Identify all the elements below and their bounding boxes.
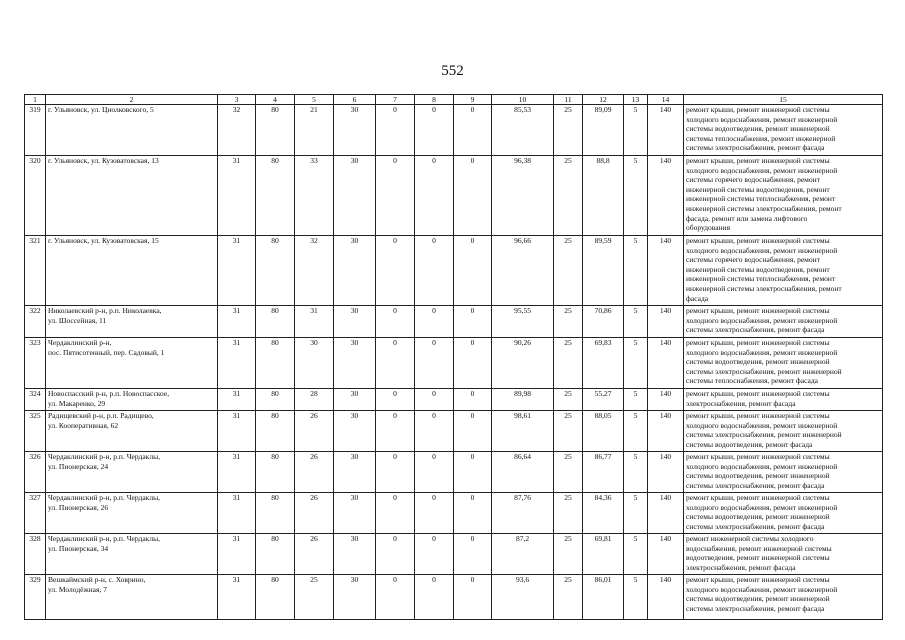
value-cell: 140 <box>648 575 684 620</box>
value-cell: 80 <box>256 338 295 389</box>
value-cell: 25 <box>554 493 583 534</box>
address-cell: Чердаклинский р-н, р.п. Чердаклы, ул. Пионерская, 34 <box>46 534 218 575</box>
value-cell: 25 <box>554 389 583 411</box>
address-cell: г. Ульяновск, ул. Кузоватовская, 15 <box>46 236 218 306</box>
value-cell: 0 <box>454 236 492 306</box>
value-cell: 140 <box>648 236 684 306</box>
value-cell: 0 <box>454 452 492 493</box>
works-cell: ремонт крыши, ремонт инженерной системы холодного водоснабжения, ремонт инженерной системы водоотведения, ремонт инженерной системы электроснабжения, ремонт фасада <box>684 575 883 620</box>
value-cell: 0 <box>376 338 415 389</box>
value-cell: 25 <box>554 338 583 389</box>
value-cell: 30 <box>334 493 376 534</box>
row-number: 321 <box>25 236 46 306</box>
address-cell: Чердаклинский р-н, р.п. Чердаклы, ул. Пионерская, 24 <box>46 452 218 493</box>
value-cell: 93,6 <box>492 575 554 620</box>
table-row <box>25 575 883 620</box>
value-cell: 25 <box>554 236 583 306</box>
value-cell: 140 <box>648 389 684 411</box>
value-cell: 30 <box>334 411 376 452</box>
value-cell: 25 <box>554 534 583 575</box>
value-cell: 0 <box>415 411 454 452</box>
works-cell: ремонт крыши, ремонт инженерной системы холодного водоснабжения, ремонт инженерной системы горячего водоснабжения, ремонт инженерной системы водоотведения, ремонт инженерной системы теплоснабжения, ремонт инженерной системы электроснабжения, ремонт фасада <box>684 236 883 306</box>
value-cell: 0 <box>376 105 415 156</box>
value-cell: 5 <box>624 389 648 411</box>
value-cell: 96,38 <box>492 156 554 236</box>
value-cell: 80 <box>256 306 295 338</box>
value-cell: 30 <box>334 575 376 620</box>
value-cell: 5 <box>624 452 648 493</box>
value-cell: 5 <box>624 338 648 389</box>
value-cell: 32 <box>295 236 334 306</box>
col-header: 7 <box>376 95 415 105</box>
address-cell: Вешкаймский р-н, с. Ховрино, ул. Молодёжная, 7 <box>46 575 218 620</box>
value-cell: 140 <box>648 338 684 389</box>
value-cell: 31 <box>218 236 256 306</box>
value-cell: 86,01 <box>583 575 624 620</box>
value-cell: 0 <box>454 338 492 389</box>
value-cell: 25 <box>554 411 583 452</box>
value-cell: 30 <box>334 105 376 156</box>
value-cell: 31 <box>218 156 256 236</box>
capital-repair-table <box>24 94 883 620</box>
value-cell: 86,64 <box>492 452 554 493</box>
col-header: 3 <box>218 95 256 105</box>
table-row <box>25 236 883 306</box>
value-cell: 28 <box>295 389 334 411</box>
value-cell: 0 <box>415 389 454 411</box>
value-cell: 25 <box>554 156 583 236</box>
value-cell: 0 <box>376 306 415 338</box>
table-row <box>25 493 883 534</box>
value-cell: 0 <box>376 411 415 452</box>
value-cell: 26 <box>295 534 334 575</box>
value-cell: 25 <box>554 452 583 493</box>
value-cell: 30 <box>334 156 376 236</box>
value-cell: 0 <box>454 575 492 620</box>
address-cell: Чердаклинский р-н, р.п. Чердаклы, ул. Пионерская, 26 <box>46 493 218 534</box>
page-number: 552 <box>441 63 464 79</box>
row-number: 324 <box>25 389 46 411</box>
value-cell: 0 <box>454 493 492 534</box>
value-cell: 88,8 <box>583 156 624 236</box>
address-cell: Николаевский р-н, р.п. Николаевка, ул. Шоссейная, 11 <box>46 306 218 338</box>
row-number: 327 <box>25 493 46 534</box>
value-cell: 30 <box>334 306 376 338</box>
value-cell: 31 <box>218 493 256 534</box>
works-cell: ремонт крыши, ремонт инженерной системы электроснабжения, ремонт фасада <box>684 389 883 411</box>
value-cell: 25 <box>295 575 334 620</box>
col-header: 1 <box>25 95 46 105</box>
value-cell: 31 <box>218 338 256 389</box>
address-cell: Новоспасский р-н, р.п. Новоспасское, ул. Макаренко, 29 <box>46 389 218 411</box>
table-row <box>25 156 883 236</box>
row-number: 323 <box>25 338 46 389</box>
value-cell: 31 <box>218 575 256 620</box>
value-cell: 31 <box>295 306 334 338</box>
value-cell: 80 <box>256 493 295 534</box>
value-cell: 30 <box>334 236 376 306</box>
value-cell: 25 <box>554 575 583 620</box>
works-cell: ремонт крыши, ремонт инженерной системы холодного водоснабжения, ремонт инженерной системы горячего водоснабжения, ремонт инженерной системы водоотведения, ремонт инженерной системы теплоснабжения, ремонт инженерной системы электроснабжения, ремонт фасада, ремонт или замена лифтового оборудования <box>684 156 883 236</box>
value-cell: 89,09 <box>583 105 624 156</box>
value-cell: 89,59 <box>583 236 624 306</box>
value-cell: 0 <box>454 389 492 411</box>
col-header: 13 <box>624 95 648 105</box>
value-cell: 0 <box>415 575 454 620</box>
table-row <box>25 389 883 411</box>
value-cell: 30 <box>334 338 376 389</box>
value-cell: 32 <box>218 105 256 156</box>
value-cell: 30 <box>295 338 334 389</box>
value-cell: 5 <box>624 156 648 236</box>
value-cell: 0 <box>376 493 415 534</box>
value-cell: 31 <box>218 452 256 493</box>
value-cell: 5 <box>624 105 648 156</box>
value-cell: 98,61 <box>492 411 554 452</box>
value-cell: 26 <box>295 493 334 534</box>
value-cell: 0 <box>454 105 492 156</box>
value-cell: 85,53 <box>492 105 554 156</box>
value-cell: 69,81 <box>583 534 624 575</box>
row-number: 326 <box>25 452 46 493</box>
value-cell: 0 <box>454 534 492 575</box>
row-number: 320 <box>25 156 46 236</box>
col-header: 4 <box>256 95 295 105</box>
value-cell: 0 <box>415 452 454 493</box>
value-cell: 140 <box>648 156 684 236</box>
works-cell: ремонт крыши, ремонт инженерной системы холодного водоснабжения, ремонт инженерной системы электроснабжения, ремонт инженерной системы водоотведения, ремонт фасада <box>684 411 883 452</box>
col-header: 8 <box>415 95 454 105</box>
value-cell: 80 <box>256 411 295 452</box>
value-cell: 140 <box>648 452 684 493</box>
value-cell: 31 <box>218 411 256 452</box>
value-cell: 5 <box>624 575 648 620</box>
value-cell: 0 <box>376 236 415 306</box>
value-cell: 140 <box>648 534 684 575</box>
value-cell: 69,83 <box>583 338 624 389</box>
col-header: 10 <box>492 95 554 105</box>
value-cell: 5 <box>624 306 648 338</box>
value-cell: 86,77 <box>583 452 624 493</box>
works-cell: ремонт инженерной системы холодного водоснабжения, ремонт инженерной системы водоотведения, ремонт инженерной системы электроснабжения, ремонт фасада <box>684 534 883 575</box>
value-cell: 96,66 <box>492 236 554 306</box>
row-number: 319 <box>25 105 46 156</box>
row-number: 329 <box>25 575 46 620</box>
address-cell: г. Ульяновск, ул. Кузоватовская, 13 <box>46 156 218 236</box>
col-header: 15 <box>684 95 883 105</box>
value-cell: 21 <box>295 105 334 156</box>
address-cell: Радищевский р-н, р.п. Радищево, ул. Кооперативная, 62 <box>46 411 218 452</box>
table-row <box>25 338 883 389</box>
table-row <box>25 105 883 156</box>
value-cell: 0 <box>376 534 415 575</box>
value-cell: 0 <box>376 452 415 493</box>
value-cell: 87,2 <box>492 534 554 575</box>
value-cell: 0 <box>454 411 492 452</box>
value-cell: 5 <box>624 534 648 575</box>
works-cell: ремонт крыши, ремонт инженерной системы холодного водоснабжения, ремонт инженерной системы водоотведения, ремонт инженерной системы электроснабжения, ремонт фасада <box>684 452 883 493</box>
value-cell: 0 <box>415 306 454 338</box>
value-cell: 80 <box>256 389 295 411</box>
value-cell: 0 <box>376 389 415 411</box>
table-row <box>25 534 883 575</box>
value-cell: 140 <box>648 306 684 338</box>
col-header: 12 <box>583 95 624 105</box>
row-number: 328 <box>25 534 46 575</box>
col-header: 5 <box>295 95 334 105</box>
value-cell: 31 <box>218 306 256 338</box>
value-cell: 0 <box>454 306 492 338</box>
col-header: 2 <box>46 95 218 105</box>
value-cell: 89,98 <box>492 389 554 411</box>
value-cell: 5 <box>624 493 648 534</box>
value-cell: 0 <box>415 534 454 575</box>
works-cell: ремонт крыши, ремонт инженерной системы холодного водоснабжения, ремонт инженерной системы электроснабжения, ремонт фасада <box>684 306 883 338</box>
col-header: 11 <box>554 95 583 105</box>
value-cell: 26 <box>295 452 334 493</box>
value-cell: 26 <box>295 411 334 452</box>
value-cell: 80 <box>256 534 295 575</box>
value-cell: 0 <box>415 156 454 236</box>
value-cell: 0 <box>376 575 415 620</box>
col-header: 6 <box>334 95 376 105</box>
value-cell: 0 <box>415 236 454 306</box>
header-row <box>25 95 883 105</box>
value-cell: 0 <box>454 156 492 236</box>
value-cell: 33 <box>295 156 334 236</box>
value-cell: 0 <box>415 493 454 534</box>
value-cell: 95,55 <box>492 306 554 338</box>
value-cell: 87,76 <box>492 493 554 534</box>
col-header: 9 <box>454 95 492 105</box>
value-cell: 140 <box>648 411 684 452</box>
value-cell: 25 <box>554 105 583 156</box>
value-cell: 140 <box>648 493 684 534</box>
value-cell: 30 <box>334 389 376 411</box>
value-cell: 0 <box>376 156 415 236</box>
value-cell: 55,27 <box>583 389 624 411</box>
works-cell: ремонт крыши, ремонт инженерной системы холодного водоснабжения, ремонт инженерной системы водоотведения, ремонт инженерной системы теплоснабжения, ремонт инженерной системы электроснабжения, ремонт фасада <box>684 105 883 156</box>
value-cell: 5 <box>624 236 648 306</box>
value-cell: 88,05 <box>583 411 624 452</box>
value-cell: 80 <box>256 105 295 156</box>
value-cell: 80 <box>256 575 295 620</box>
value-cell: 25 <box>554 306 583 338</box>
value-cell: 0 <box>415 105 454 156</box>
table-row <box>25 452 883 493</box>
value-cell: 0 <box>415 338 454 389</box>
value-cell: 30 <box>334 534 376 575</box>
value-cell: 31 <box>218 389 256 411</box>
value-cell: 80 <box>256 452 295 493</box>
address-cell: г. Ульяновск, ул. Циолковского, 5 <box>46 105 218 156</box>
value-cell: 84,36 <box>583 493 624 534</box>
value-cell: 31 <box>218 534 256 575</box>
works-cell: ремонт крыши, ремонт инженерной системы холодного водоснабжения, ремонт инженерной системы водоотведения, ремонт инженерной системы электроснабжения, ремонт фасада <box>684 493 883 534</box>
value-cell: 140 <box>648 105 684 156</box>
table-row <box>25 306 883 338</box>
value-cell: 70,86 <box>583 306 624 338</box>
row-number: 322 <box>25 306 46 338</box>
value-cell: 80 <box>256 236 295 306</box>
value-cell: 5 <box>624 411 648 452</box>
value-cell: 90,26 <box>492 338 554 389</box>
address-cell: Чердаклинский р-н, пос. Пятисотенный, пер. Садовый, 1 <box>46 338 218 389</box>
col-header: 14 <box>648 95 684 105</box>
table-row <box>25 411 883 452</box>
value-cell: 80 <box>256 156 295 236</box>
row-number: 325 <box>25 411 46 452</box>
works-cell: ремонт крыши, ремонт инженерной системы холодного водоснабжения, ремонт инженерной системы водоотведения, ремонт инженерной системы электроснабжения, ремонт инженерной системы теплоснабжения, ремонт фасада <box>684 338 883 389</box>
value-cell: 30 <box>334 452 376 493</box>
